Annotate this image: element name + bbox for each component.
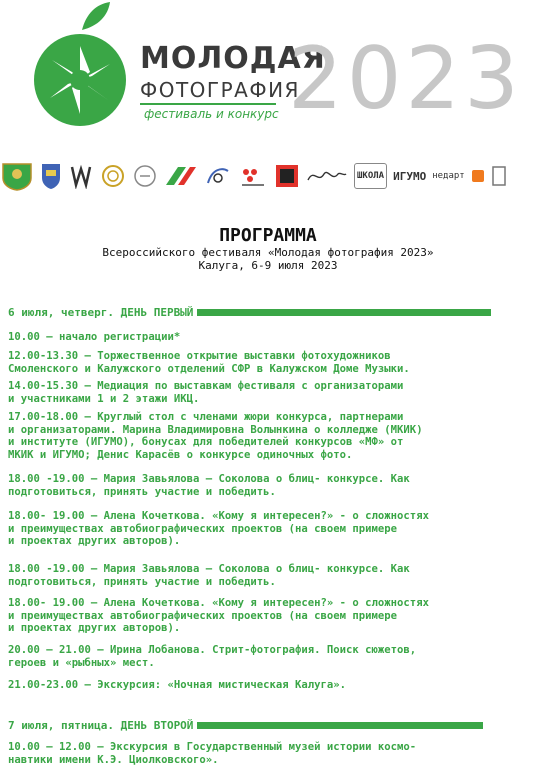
museum-square-icon (274, 163, 300, 189)
camera-mark-icon (204, 163, 232, 189)
grey-frame-icon (491, 165, 507, 187)
stripe-logo-icon (164, 163, 198, 189)
entry-line: героев и «рыбных» мест. (8, 656, 155, 669)
program-title: ПРОГРАММА (219, 225, 317, 246)
program-subtitle-line: Всероссийского фестиваля «Молодая фотография 2023» (102, 246, 434, 259)
entry-line: 18.00 -19.00 — Мария Завьялова — Соколова о блиц- конкурсе. Как (8, 563, 410, 575)
brand-divider (140, 103, 276, 105)
entry-line: 21.00-23.00 — Экскурсия: «Ночная мистическая Калуга». (8, 679, 347, 691)
schedule-entry (8, 563, 530, 588)
aperture-apple-logo (30, 0, 130, 132)
day-label: 7 июля, пятница. ДЕНЬ ВТОРОЙ (8, 718, 194, 732)
day-bar (197, 309, 491, 316)
schedule-entry (8, 380, 530, 405)
entry-line: 10.00 — 12.00 — Экскурсия в Государственный музей истории космо- (8, 741, 417, 753)
program-subtitle-line: Калуга, 6-9 июля 2023 (198, 259, 338, 272)
entry-line: МКИК и ИГУМО; Денис Карасёв о конкурсе одиночных фото. (8, 448, 353, 461)
day-label: 6 июля, четверг. ДЕНЬ ПЕРВЫЙ (8, 305, 194, 319)
brand-title: МОЛОДАЯ (140, 41, 326, 76)
round-mark-icon (132, 163, 158, 189)
coat-of-arms-icon (0, 161, 34, 191)
schedule-entry (8, 679, 530, 692)
schedule-entry (8, 473, 530, 498)
schedule-entry (8, 350, 530, 375)
day-heading (8, 717, 483, 733)
dots-logo-icon (238, 163, 268, 189)
entry-line: и проектах других авторов). (8, 622, 181, 634)
circle-logo-icon (100, 163, 126, 189)
brand-tagline: фестиваль и конкурс (144, 107, 279, 121)
festival-year: 2023 (288, 29, 523, 129)
entry-line: и преимуществах автобиографических проектов (на своем примере (8, 609, 398, 622)
schedule-entry (8, 741, 530, 766)
city-emblem-icon (40, 162, 62, 190)
schedule-entry (8, 597, 530, 635)
entry-line: 12.00-13.30 — Торжественное открытие выставки фотохудожников (8, 350, 391, 362)
entry-line: 20.00 — 21.00 — Ирина Лобанова. Стрит-фотография. Поиск сюжетов, (8, 644, 417, 656)
partner-nedart: недарт (432, 171, 465, 181)
schedule-entry (8, 331, 530, 344)
partner-logos-strip (0, 158, 536, 194)
entry-line: 14.00-15.30 — Медиация по выставкам фестиваля с организаторами (8, 380, 404, 392)
entry-line: Смоленского и Калужского отделений СФР в Калужском Доме Музыки. (8, 362, 410, 375)
entry-line: и участниками 1 и 2 этажи ИКЦ. (8, 392, 200, 405)
entry-line: 18.00 -19.00 — Мария Завьялова — Соколова о блиц- конкурсе. Как (8, 473, 410, 485)
festival-header (0, 0, 536, 150)
entry-line: подготовиться, принять участие и победить. (8, 485, 276, 498)
partner-igumo: ИГУМО (393, 169, 427, 183)
entry-line: и организаторами. Марина Владимировна Волынкина о колледже (МКИК) (8, 423, 423, 436)
entry-line: 10.00 — начало регистрации* (8, 331, 181, 343)
script-logo-icon (306, 166, 348, 186)
schedule-entry (8, 411, 530, 461)
schedule-entry (8, 644, 530, 669)
brand-subtitle: ФОТОГРАФИЯ (140, 78, 300, 102)
entry-line: навтики имени К.Э. Циолковского». (8, 753, 219, 766)
entry-line: 18.00- 19.00 — Алена Кочеткова. «Кому я интересен?» - о сложностях (8, 597, 429, 609)
orange-square-icon (471, 169, 485, 183)
entry-line: подготовиться, принять участие и победить. (8, 575, 276, 588)
day-heading (8, 304, 491, 320)
partner-emblem-icon (68, 163, 94, 189)
entry-line: 17.00-18.00 — Круглый стол с членами жюри конкурса, партнерами (8, 411, 404, 423)
entry-line: и преимуществах автобиографических проектов (на своем примере (8, 522, 398, 535)
entry-line: и институте (ИГУМО), бонусах для победителей конкурсов «МФ» от (8, 436, 404, 448)
day-bar (197, 722, 483, 729)
entry-line: 18.00- 19.00 — Алена Кочеткова. «Кому я интересен?» - о сложностях (8, 510, 429, 522)
entry-line: и проектах других авторов). (8, 535, 181, 547)
program-subtitle (0, 246, 536, 272)
schedule-entry (8, 510, 530, 548)
partner-shkola: ШКОЛА (354, 163, 387, 189)
